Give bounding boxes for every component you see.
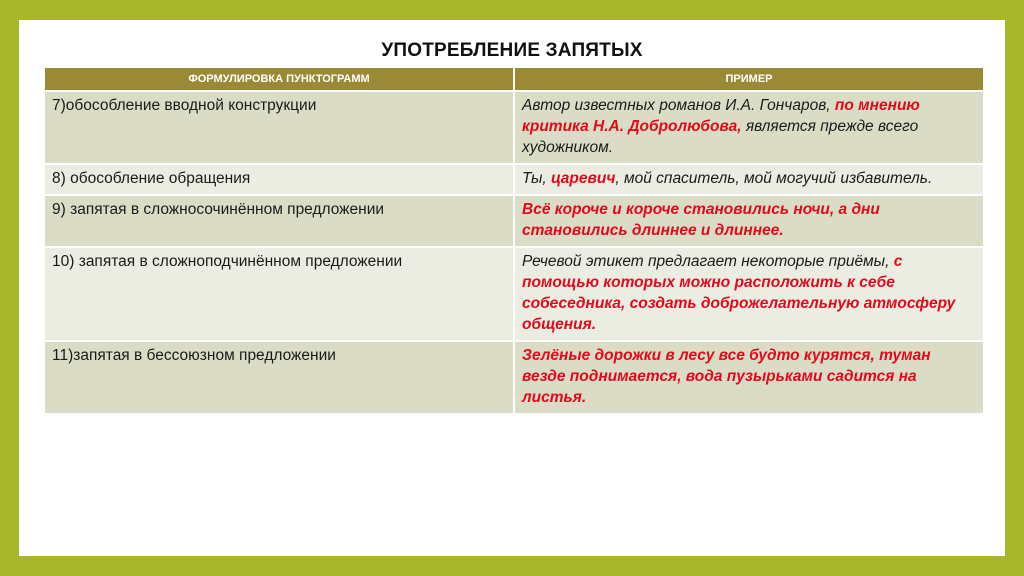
table-header-row	[45, 68, 983, 91]
example-text-highlight: царевич	[550, 170, 616, 187]
example-text: , мой спаситель, мой могучий избавитель.	[615, 170, 933, 187]
slide-title: УПОТРЕБЛЕНИЕ ЗАПЯТЫХ	[381, 40, 643, 61]
table-row	[45, 341, 983, 413]
rule-cell: 11)запятая в бессоюзном предложении	[45, 341, 514, 413]
example-text: Речевой этикет предлагает некоторые приёмы,	[522, 253, 894, 270]
header-example: ПРИМЕР	[514, 68, 983, 91]
example-text-highlight: с помощью которых можно расположить к себе собеседника, создать доброжелательную атмосферу общения.	[522, 253, 956, 333]
example-text: Ты,	[522, 170, 551, 187]
example-text-highlight: Зелёные дорожки в лесу все будто курятся, туман везде поднимается, вода пузырьками садится на листья.	[522, 347, 931, 406]
rule-cell: 10) запятая в сложноподчинённом предложении	[45, 247, 514, 341]
rule-cell: 7)обособление вводной конструкции	[45, 91, 514, 164]
example-text-highlight: по мнению критика Н.А. Добролюбова,	[522, 97, 920, 135]
punctuation-table	[45, 68, 983, 413]
table-row	[45, 91, 983, 164]
example-cell	[514, 164, 983, 195]
example-text: является прежде всего художником.	[522, 118, 919, 156]
table-row	[45, 247, 983, 341]
header-rule: ФОРМУЛИРОВКА ПУНКТОГРАММ	[45, 68, 514, 91]
table-row	[45, 164, 983, 195]
rule-cell: 8) обособление обращения	[45, 164, 514, 195]
example-text: Автор известных романов И.А. Гончаров,	[522, 97, 835, 114]
example-cell	[514, 341, 983, 413]
rule-cell: 9) запятая в сложносочинённом предложении	[45, 195, 514, 247]
example-text-highlight: Всё короче и короче становились ночи, а дни становились длиннее и длиннее.	[522, 201, 880, 239]
example-cell	[514, 91, 983, 164]
example-cell	[514, 247, 983, 341]
example-cell	[514, 195, 983, 247]
table-row	[45, 195, 983, 247]
slide	[19, 20, 1005, 556]
